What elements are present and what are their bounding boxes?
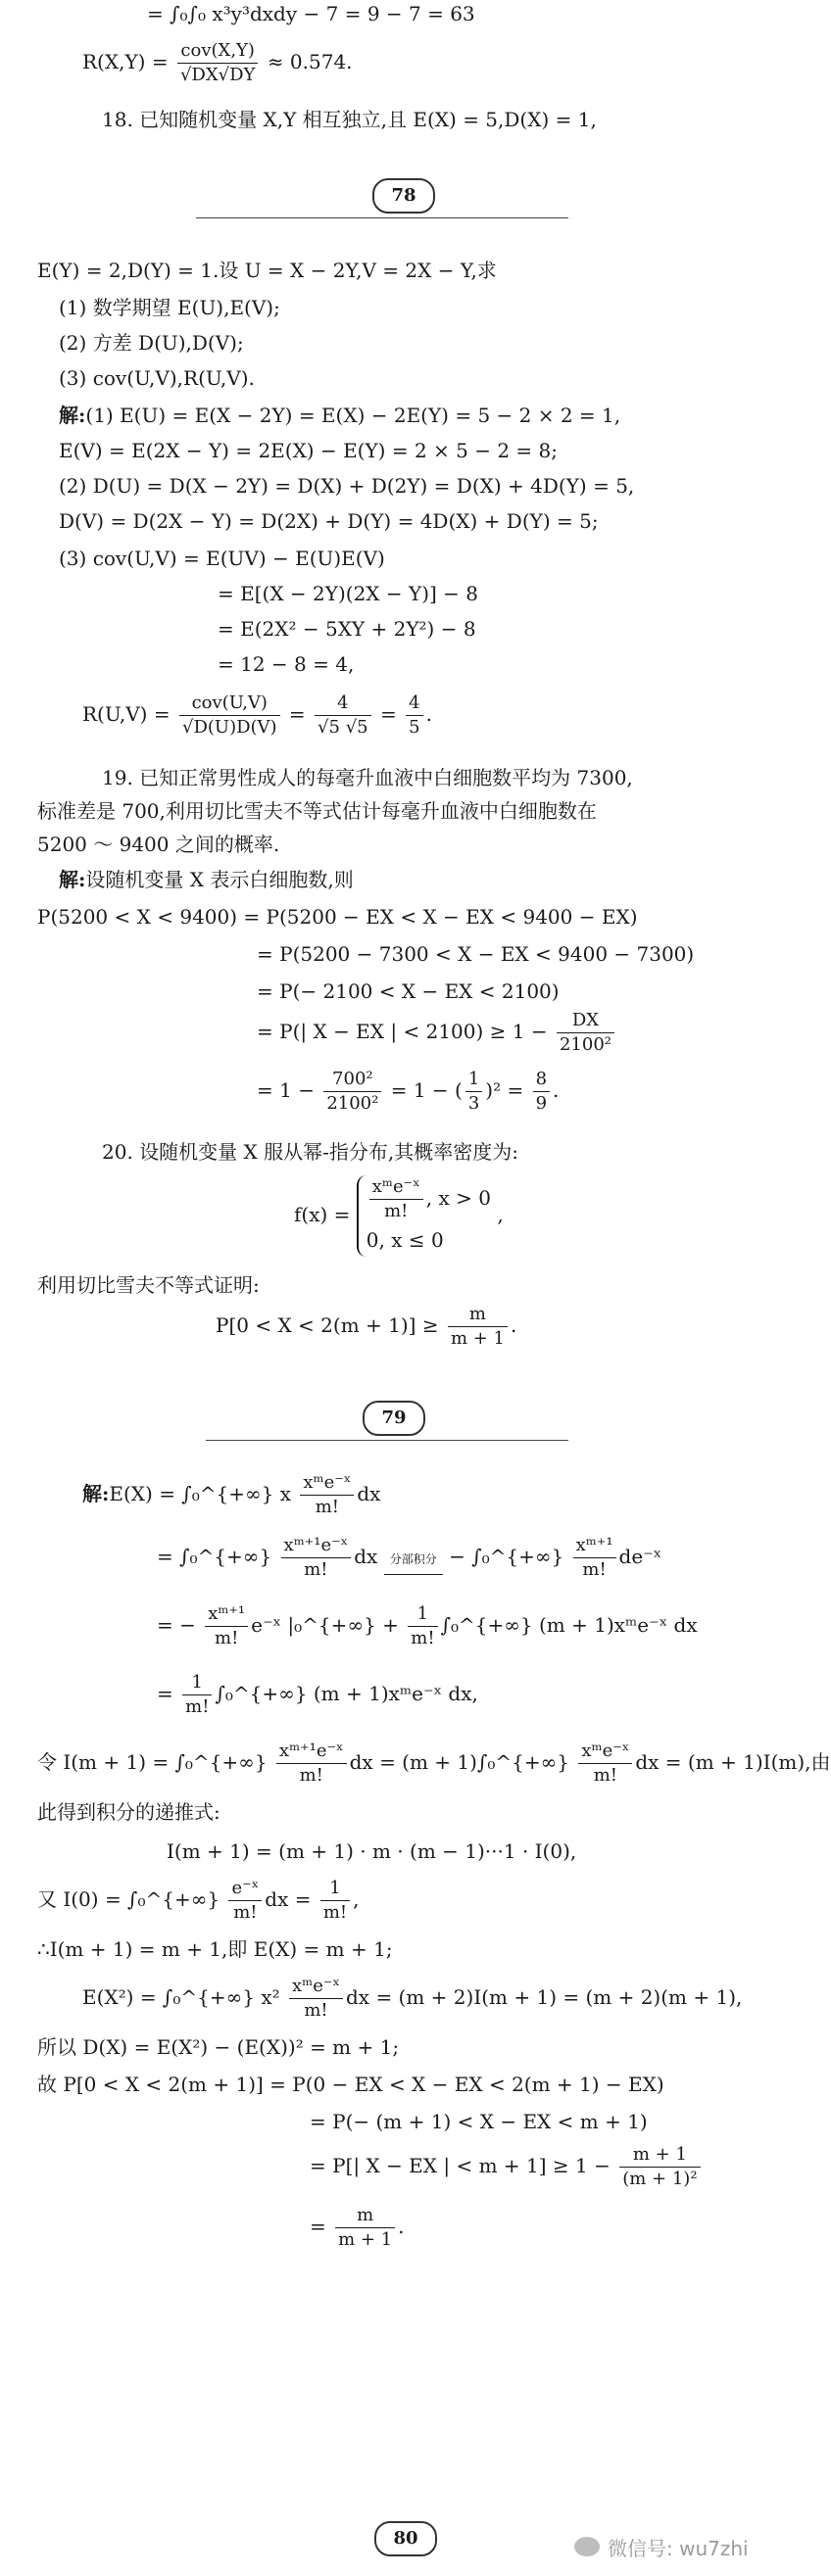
- watermark-text: 微信号: wu7zhi: [608, 2537, 749, 2560]
- solution-18-step6: = E[(X − 2Y)(2X − Y)] − 8: [218, 582, 479, 605]
- problem-19-line1: 19. 已知正常男性成人的每毫升血液中白细胞数平均为 7300,: [102, 766, 633, 789]
- problem-20-line1: 20. 设随机变量 X 服从幂-指分布,其概率密度为:: [102, 1140, 518, 1164]
- solution-18-step3: (2) D(U) = D(X − 2Y) = D(X) + D(2Y) = D(X) + 4D(Y) = 5,: [59, 474, 635, 498]
- correlation-xy: R(X,Y) = $\frac{\text{cov(X,Y)}}{√DX√DY}$ ≈ 0.574.: [82, 40, 353, 85]
- solution-20-b6: E(X²) = ∫₀^{+∞} x² $\frac{\text{xᵐe⁻ˣ}}{m!}$ dx = (m + 2)I(m + 1) = (m + 2)(m + 1),: [82, 1976, 743, 2021]
- page-rule: [196, 217, 568, 218]
- solution-19-eq4: = P(| X − EX | < 2100) ≥ 1 − $\frac{DX}{\text{2100²}}$: [257, 1009, 617, 1057]
- solution-18-step4: D(V) = D(2X − Y) = D(2X) + D(Y) = 4D(X) + D(Y) = 5;: [59, 509, 599, 533]
- solution-20-b11: = $\frac{m}{m + 1}$ .: [310, 2205, 405, 2250]
- solution-18-step8: = 12 − 8 = 4,: [218, 652, 355, 676]
- page-number-79: 79: [363, 1401, 425, 1436]
- solution-19-eq1: P(5200 < X < 9400) = P(5200 − EX < X − EX < 9400 − EX): [37, 905, 638, 929]
- solution-18-step7: = E(2X² − 5XY + 2Y²) − 8: [218, 617, 476, 641]
- solution-19-intro: 解:设随机变量 X 表示白细胞数,则: [59, 868, 354, 891]
- solution-19-eq5: = 1 − $\frac{\text{700²}}{\text{2100²}}$ = 1 − ( $\frac{1}{3}$ )² = $\frac{8}{9}$ .: [257, 1069, 560, 1114]
- correlation-uv: R(U,V) = $\frac{\text{cov(U,V)}}{√D(U)D(V)}$ = $\frac{4}{√5 √5}$ = $\frac{4}{5}$ .: [82, 692, 432, 738]
- problem-18-line1: 18. 已知随机变量 X,Y 相互独立,且 E(X) = 5,D(X) = 1,: [102, 108, 597, 131]
- solution-20-b4: 又 I(0) = ∫₀^{+∞} $\frac{\text{e⁻ˣ}}{m!}$ dx = $\frac{1}{m!}$ ,: [37, 1878, 360, 1923]
- cut-off-equation: = ∫₀∫₀ x³y³dxdy − 7 = 9 − 7 = 63: [147, 2, 475, 25]
- solution-20-a3: = − $\frac{\text{xᵐ⁺¹}}{m!}$ e⁻ˣ |₀^{+∞} + $\frac{1}{m!}$ ∫₀^{+∞} (m + 1)xᵐe⁻ˣ dx: [157, 1603, 698, 1648]
- page-number-78: 78: [372, 178, 435, 214]
- problem-18-line2: E(Y) = 2,D(Y) = 1.设 U = X − 2Y,V = 2X − Y,求: [37, 259, 497, 282]
- question-1: (1) 数学期望 E(U),E(V);: [59, 296, 280, 319]
- page-rule: [206, 1440, 568, 1441]
- solution-20-a4: = $\frac{1}{m!}$ ∫₀^{+∞} (m + 1)xᵐe⁻ˣ dx,: [157, 1672, 478, 1717]
- solution-20-a2: = ∫₀^{+∞} $\frac{\text{xᵐ⁺¹e⁻ˣ}}{m!}$ dx 分部积分 − ∫₀^{+∞} $\frac{\text{xᵐ⁺¹}}{m!}$ de⁻ˣ: [157, 1535, 662, 1580]
- solution-20-b2: 此得到积分的递推式:: [37, 1800, 220, 1824]
- density-function: f(x) = $\frac{\text{xᵐe⁻ˣ}}{m!}$ , x > 0 0, x ≤ 0 ,: [294, 1175, 504, 1257]
- solution-19-eq3: = P(− 2100 < X − EX < 2100): [257, 979, 560, 1003]
- solution-19-eq2: = P(5200 − 7300 < X − EX < 9400 − 7300): [257, 942, 695, 966]
- question-3: (3) cov(U,V),R(U,V).: [59, 366, 255, 390]
- solution-18-step1: 解:(1) E(U) = E(X − 2Y) = E(X) − 2E(Y) = 5 − 2 × 2 = 1,: [59, 404, 621, 427]
- problem-19-line3: 5200 ～ 9400 之间的概率.: [37, 833, 280, 856]
- problem-20-claim: P[0 < X < 2(m + 1)] ≥ $\frac{m}{m + 1}$ .: [216, 1304, 517, 1349]
- solution-20-b1: 令 I(m + 1) = ∫₀^{+∞} $\frac{\text{xᵐ⁺¹e⁻ˣ}}{m!}$ dx = (m + 1)∫₀^{+∞} $\frac{\text{xᵐe⁻ˣ}}{m!}$ dx = (m + 1)I(m),由: [37, 1741, 831, 1786]
- solution-20-b8: 故 P[0 < X < 2(m + 1)] = P(0 − EX < X − EX < 2(m + 1) − EX): [37, 2073, 664, 2096]
- question-2: (2) 方差 D(U),D(V);: [59, 331, 244, 355]
- problem-20-line2: 利用切比雪夫不等式证明:: [37, 1273, 260, 1297]
- solution-18-step2: E(V) = E(2X − Y) = 2E(X) − E(Y) = 2 × 5 − 2 = 8;: [59, 439, 559, 462]
- solution-20-b9: = P(− (m + 1) < X − EX < m + 1): [310, 2110, 648, 2133]
- solution-18-step5: (3) cov(U,V) = E(UV) − E(U)E(V): [59, 547, 385, 570]
- solution-20-b7: 所以 D(X) = E(X²) − (E(X))² = m + 1;: [37, 2035, 400, 2059]
- wechat-icon: [574, 2537, 600, 2556]
- page-number-80: 80: [374, 2521, 437, 2556]
- solution-20-a1: 解:E(X) = ∫₀^{+∞} x $\frac{\text{xᵐe⁻ˣ}}{m!}$ dx: [82, 1472, 381, 1517]
- solution-20-b5: ∴I(m + 1) = m + 1,即 E(X) = m + 1;: [37, 1937, 393, 1961]
- solution-20-b3: I(m + 1) = (m + 1) · m · (m − 1)···1 · I(0),: [167, 1839, 577, 1863]
- problem-19-line2: 标准差是 700,利用切比雪夫不等式估计每毫升血液中白细胞数在: [37, 799, 597, 823]
- solution-20-b10: = P[| X − EX | < m + 1] ≥ 1 − $\frac{m + 1}{\text{(m + 1)²}}$: [310, 2143, 704, 2191]
